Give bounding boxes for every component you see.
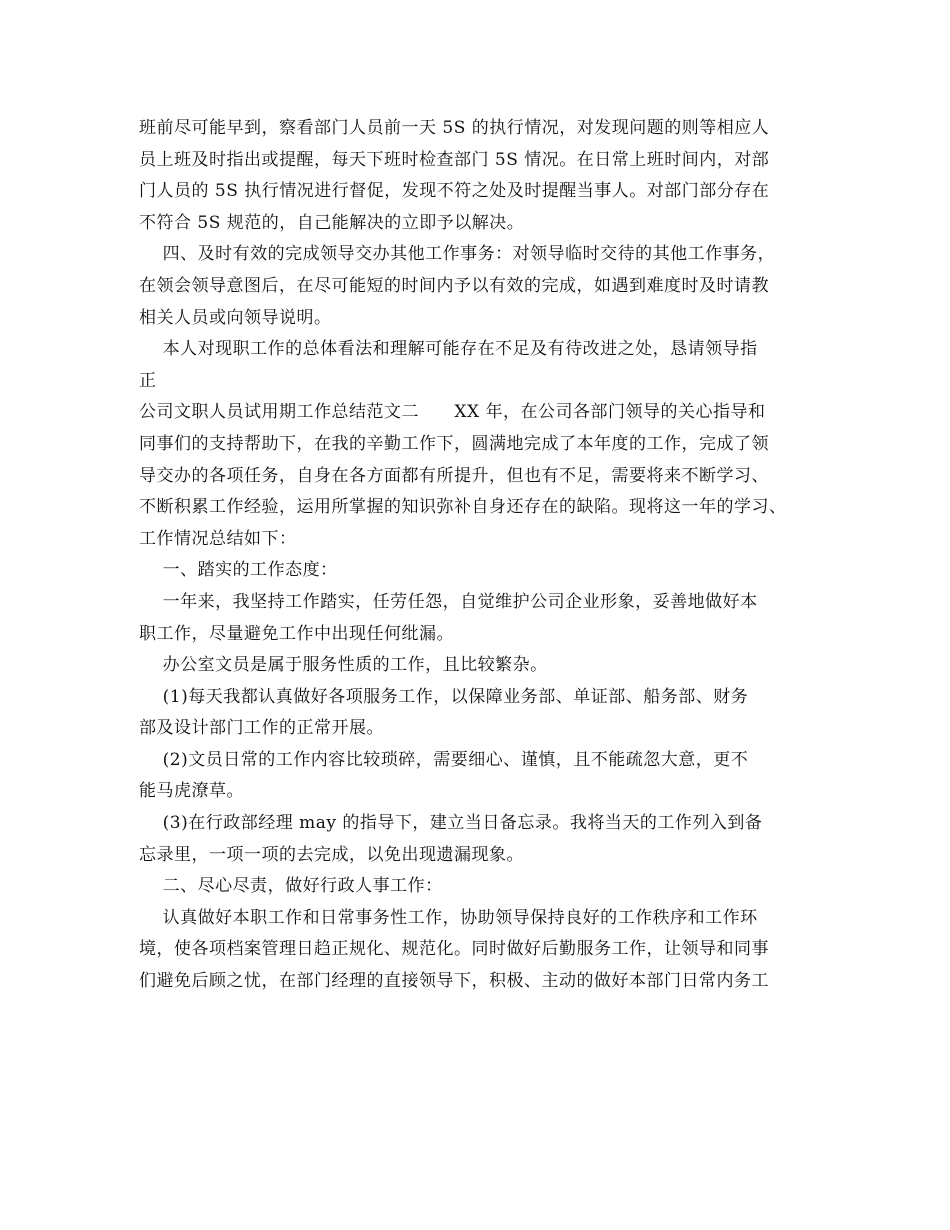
text-line: 一年来，我坚持工作踏实，任劳任怨，自觉维护公司企业形象，妥善地做好本	[139, 591, 758, 612]
text-line: 一、踏实的工作态度：	[139, 560, 338, 581]
text-line: 忘录里，一项一项的去完成，以免出现遗漏现象。	[139, 844, 524, 865]
document-body	[139, 113, 829, 998]
text-line: 同事们的支持帮助下，在我的辛勤工作下，圆满地完成了本年度的工作，完成了领	[139, 433, 769, 454]
text-line: 不符合 5S 规范的，自己能解决的立即予以解决。	[139, 212, 525, 233]
text-line: 正	[139, 370, 157, 391]
text-line: 班前尽可能早到，察看部门人员前一天 5S 的执行情况，对发现问题的则等相应人	[139, 118, 770, 138]
text-line: 部及设计部门工作的正常开展。	[139, 718, 384, 739]
text-line: 二、尽心尽责，做好行政人事工作：	[139, 876, 443, 897]
text-line: 公司文职人员试用期工作总结范文二 XX 年，在公司各部门领导的关心指导和	[139, 402, 766, 423]
text-line: 能马虎潦草。	[139, 781, 244, 802]
text-line: (1)每天我都认真做好各项服务工作，以保障业务部、单证部、船务部、财务	[139, 686, 749, 707]
text-line: 员上班及时指出或提醒，每天下班时检查部门 5S 情况。在日常上班时间内，对部	[139, 149, 770, 170]
text-line: 不断积累工作经验，运用所掌握的知识弥补自身还存在的缺陷。现将这一年的学习、	[139, 497, 787, 518]
text-line: 认真做好本职工作和日常事务性工作，协助领导保持良好的工作秩序和工作环	[139, 907, 758, 928]
text-line: 相关人员或向领导说明。	[139, 307, 332, 328]
text-line: 们避免后顾之忧，在部门经理的直接领导下，积极、主动的做好本部门日常内务工	[139, 971, 769, 992]
text-line: 在领会领导意图后，在尽可能短的时间内予以有效的完成，如遇到难度时及时请教	[139, 275, 769, 296]
text-line: 导交办的各项任务，自身在各方面都有所提升，但也有不足，需要将来不断学习、	[139, 465, 769, 486]
text-line: 办公室文员是属于服务性质的工作，且比较繁杂。	[139, 655, 548, 676]
text-line: 工作情况总结如下：	[139, 528, 297, 549]
text-line: (2)文员日常的工作内容比较琐碎，需要细心、谨慎，且不能疏忽大意，更不	[139, 749, 749, 770]
text-line: 门人员的 5S 执行情况进行督促，发现不符之处及时提醒当事人。对部门部分存在	[139, 181, 770, 202]
text-line: 职工作，尽量避免工作中出现任何纰漏。	[139, 623, 454, 644]
text-line: 四、及时有效的完成领导交办其他工作事务：对领导临时交待的其他工作事务，	[139, 244, 776, 265]
text-line: (3)在行政部经理 may 的指导下，建立当日备忘录。我将当天的工作列入到备	[139, 813, 763, 834]
text-line: 境，使各项档案管理日趋正规化、规范化。同时做好后勤服务工作，让领导和同事	[139, 939, 769, 960]
text-line: 本人对现职工作的总体看法和理解可能存在不足及有待改进之处，恳请领导指	[139, 339, 758, 360]
